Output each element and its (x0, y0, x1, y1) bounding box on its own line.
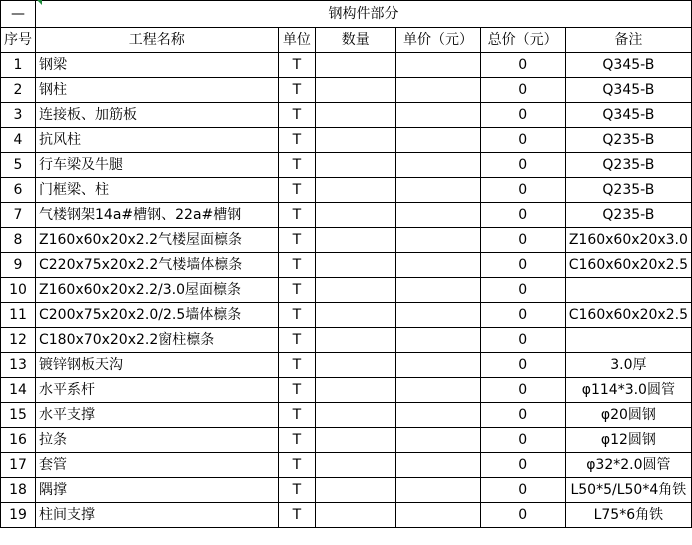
cell-qty[interactable] (316, 353, 396, 378)
header-unit[interactable]: 单位 (278, 28, 316, 53)
header-price[interactable]: 单价（元） (396, 28, 480, 53)
table-row (1, 303, 692, 328)
cell-qty[interactable] (316, 503, 396, 528)
cell-name[interactable]: C200x75x20x2.0/2.5墙体檩条 (36, 303, 279, 328)
cell-unit[interactable]: T (278, 303, 316, 328)
cell-total[interactable]: 0 (480, 253, 565, 278)
cell-name[interactable]: 钢梁 (36, 53, 279, 78)
cell-name[interactable]: 门框梁、柱 (36, 178, 279, 203)
table-row (1, 253, 692, 278)
cell-remark[interactable]: Q345-B (565, 78, 691, 103)
cell-total[interactable]: 0 (480, 78, 565, 103)
cell-remark[interactable]: φ20圆钢 (565, 403, 691, 428)
cell-unit[interactable]: T (278, 203, 316, 228)
table-row (1, 478, 692, 503)
cell-no[interactable]: 17 (1, 453, 36, 478)
header-row (1, 28, 692, 53)
table-row (1, 128, 692, 153)
cell-no[interactable]: 7 (1, 203, 36, 228)
cell-unit[interactable]: T (278, 353, 316, 378)
cell-price[interactable] (396, 478, 480, 503)
cell-qty[interactable] (316, 478, 396, 503)
cell-no[interactable]: 15 (1, 403, 36, 428)
cell-qty[interactable] (316, 178, 396, 203)
cell-unit[interactable]: T (278, 228, 316, 253)
table-row (1, 378, 692, 403)
cell-qty[interactable] (316, 403, 396, 428)
cell-qty[interactable] (316, 128, 396, 153)
cell-no[interactable]: 4 (1, 128, 36, 153)
cell-total[interactable]: 0 (480, 153, 565, 178)
cell-name[interactable]: 隅撑 (36, 478, 279, 503)
table-row (1, 178, 692, 203)
table-row (1, 228, 692, 253)
cell-price[interactable] (396, 428, 480, 453)
cell-total[interactable]: 0 (480, 503, 565, 528)
cell-no[interactable]: 14 (1, 378, 36, 403)
cell-price[interactable] (396, 503, 480, 528)
cell-qty[interactable] (316, 153, 396, 178)
cell-price[interactable] (396, 453, 480, 478)
cell-total[interactable]: 0 (480, 453, 565, 478)
cell-no[interactable]: 6 (1, 178, 36, 203)
cell-name[interactable]: 水平支撑 (36, 403, 279, 428)
cell-unit[interactable]: T (278, 153, 316, 178)
cell-remark[interactable]: Z160x60x20x3.0 (565, 228, 691, 253)
table-row (1, 403, 692, 428)
cell-name[interactable]: 行车梁及牛腿 (36, 153, 279, 178)
cell-price[interactable] (396, 278, 480, 303)
cell-qty[interactable] (316, 203, 396, 228)
corner-cell[interactable]: — (1, 1, 36, 28)
cell-total[interactable]: 0 (480, 228, 565, 253)
table-row (1, 153, 692, 178)
cell-remark[interactable]: Q345-B (565, 103, 691, 128)
cell-remark[interactable]: φ114*3.0圆管 (565, 378, 691, 403)
header-total[interactable]: 总价（元） (480, 28, 565, 53)
cell-total[interactable]: 0 (480, 203, 565, 228)
header-name[interactable]: 工程名称 (36, 28, 279, 53)
cell-total[interactable]: 0 (480, 328, 565, 353)
header-no[interactable]: 序号 (1, 28, 36, 53)
cell-qty[interactable] (316, 78, 396, 103)
cell-name[interactable]: Z160x60x20x2.2/3.0屋面檩条 (36, 278, 279, 303)
cell-unit[interactable]: T (278, 53, 316, 78)
table-row (1, 453, 692, 478)
cell-name[interactable]: 抗风柱 (36, 128, 279, 153)
sheet-title[interactable]: 钢构件部分 (36, 1, 692, 28)
cell-unit[interactable]: T (278, 453, 316, 478)
cell-qty[interactable] (316, 53, 396, 78)
cell-total[interactable]: 0 (480, 178, 565, 203)
title-row (1, 1, 692, 28)
cell-total[interactable]: 0 (480, 278, 565, 303)
cell-price[interactable] (396, 103, 480, 128)
header-qty[interactable]: 数量 (316, 28, 396, 53)
cell-total[interactable]: 0 (480, 428, 565, 453)
cell-total[interactable]: 0 (480, 128, 565, 153)
cell-price[interactable] (396, 228, 480, 253)
cell-unit[interactable]: T (278, 378, 316, 403)
cell-qty[interactable] (316, 103, 396, 128)
cell-qty[interactable] (316, 453, 396, 478)
cell-no[interactable]: 18 (1, 478, 36, 503)
cell-price[interactable] (396, 128, 480, 153)
cell-name[interactable]: 柱间支撑 (36, 503, 279, 528)
cell-unit[interactable]: T (278, 178, 316, 203)
cell-price[interactable] (396, 328, 480, 353)
cell-name[interactable]: 钢柱 (36, 78, 279, 103)
cell-qty[interactable] (316, 428, 396, 453)
cell-total[interactable]: 0 (480, 478, 565, 503)
table-row (1, 103, 692, 128)
table-row (1, 328, 692, 353)
cell-total[interactable]: 0 (480, 378, 565, 403)
cell-remark[interactable]: Q235-B (565, 128, 691, 153)
cell-no[interactable]: 5 (1, 153, 36, 178)
header-remark[interactable]: 备注 (565, 28, 691, 53)
cell-price[interactable] (396, 153, 480, 178)
cell-remark[interactable]: Q235-B (565, 153, 691, 178)
cell-no[interactable]: 16 (1, 428, 36, 453)
cell-no[interactable]: 2 (1, 78, 36, 103)
cell-no[interactable]: 10 (1, 278, 36, 303)
cell-qty[interactable] (316, 328, 396, 353)
cell-name[interactable]: C220x75x20x2.2气楼墙体檩条 (36, 253, 279, 278)
cell-remark[interactable]: φ12圆钢 (565, 428, 691, 453)
cell-price[interactable] (396, 78, 480, 103)
cell-unit[interactable]: T (278, 428, 316, 453)
cell-unit[interactable]: T (278, 103, 316, 128)
cell-no[interactable]: 13 (1, 353, 36, 378)
cell-price[interactable] (396, 253, 480, 278)
cell-qty[interactable] (316, 378, 396, 403)
cell-name[interactable]: Z160x60x20x2.2气楼屋面檩条 (36, 228, 279, 253)
cell-name[interactable]: 连接板、加筋板 (36, 103, 279, 128)
table-row (1, 503, 692, 528)
cell-total[interactable]: 0 (480, 303, 565, 328)
cell-total[interactable]: 0 (480, 353, 565, 378)
cell-no[interactable]: 1 (1, 53, 36, 78)
cell-name[interactable]: 镀锌钢板天沟 (36, 353, 279, 378)
cell-unit[interactable]: T (278, 78, 316, 103)
cell-no[interactable]: 8 (1, 228, 36, 253)
cell-remark[interactable] (565, 278, 691, 303)
table-row (1, 53, 692, 78)
cell-remark[interactable]: L75*6角铁 (565, 503, 691, 528)
cell-price[interactable] (396, 53, 480, 78)
cell-unit[interactable]: T (278, 328, 316, 353)
cell-no[interactable]: 9 (1, 253, 36, 278)
table-row (1, 278, 692, 303)
table-row (1, 78, 692, 103)
cell-price[interactable] (396, 403, 480, 428)
cell-unit[interactable]: T (278, 278, 316, 303)
cell-unit[interactable]: T (278, 478, 316, 503)
table-row (1, 353, 692, 378)
cell-price[interactable] (396, 178, 480, 203)
cell-name[interactable]: 水平系杆 (36, 378, 279, 403)
cell-remark[interactable]: Q235-B (565, 203, 691, 228)
table-row (1, 203, 692, 228)
cell-total[interactable]: 0 (480, 403, 565, 428)
cell-price[interactable] (396, 353, 480, 378)
cell-remark[interactable]: 3.0厚 (565, 353, 691, 378)
cell-remark[interactable]: C160x60x20x2.5 (565, 253, 691, 278)
cell-price[interactable] (396, 378, 480, 403)
cell-qty[interactable] (316, 303, 396, 328)
cell-qty[interactable] (316, 228, 396, 253)
cell-no[interactable]: 11 (1, 303, 36, 328)
cell-total[interactable]: 0 (480, 103, 565, 128)
cell-unit[interactable]: T (278, 503, 316, 528)
cell-indicator-icon (37, 0, 42, 5)
cell-unit[interactable]: T (278, 128, 316, 153)
cell-name[interactable]: 拉条 (36, 428, 279, 453)
cell-price[interactable] (396, 203, 480, 228)
cell-unit[interactable]: T (278, 403, 316, 428)
table-row (1, 428, 692, 453)
cell-qty[interactable] (316, 278, 396, 303)
cell-no[interactable]: 12 (1, 328, 36, 353)
cell-total[interactable]: 0 (480, 53, 565, 78)
cell-remark[interactable]: φ32*2.0圆管 (565, 453, 691, 478)
cell-no[interactable]: 3 (1, 103, 36, 128)
cell-no[interactable]: 19 (1, 503, 36, 528)
cell-remark[interactable]: L50*5/L50*4角铁 (565, 478, 691, 503)
cell-remark[interactable] (565, 328, 691, 353)
cell-name[interactable]: C180x70x20x2.2窗柱檩条 (36, 328, 279, 353)
cell-price[interactable] (396, 303, 480, 328)
cell-name[interactable]: 气楼钢架14a#槽钢、22a#槽钢 (36, 203, 279, 228)
cell-unit[interactable]: T (278, 253, 316, 278)
cell-remark[interactable]: Q345-B (565, 53, 691, 78)
cell-remark[interactable]: C160x60x20x2.5 (565, 303, 691, 328)
cell-qty[interactable] (316, 253, 396, 278)
cell-remark[interactable]: Q235-B (565, 178, 691, 203)
cell-name[interactable]: 套管 (36, 453, 279, 478)
